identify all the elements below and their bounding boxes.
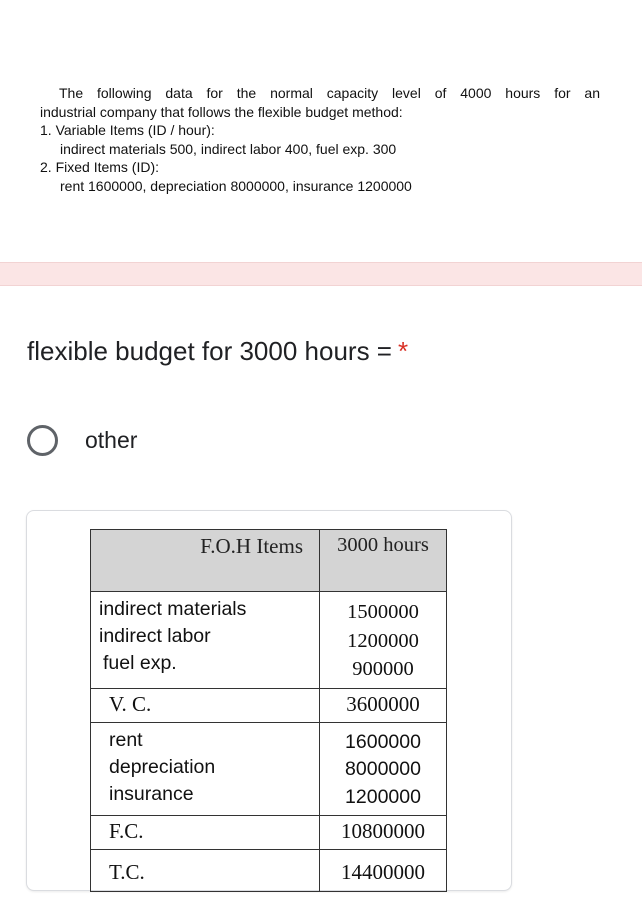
required-marker: * — [397, 336, 409, 366]
value-depreciation: 8000000 — [345, 758, 421, 780]
header-hours: 3000 hours — [320, 530, 447, 592]
table-row-variable-items — [91, 592, 447, 689]
radio-button-icon[interactable] — [27, 425, 58, 456]
header-items: F.O.H Items — [91, 530, 320, 592]
problem-item2-title: 2. Fixed Items (ID): — [40, 159, 160, 175]
problem-statement — [40, 84, 600, 195]
foh-table-image — [90, 529, 447, 892]
problem-item1-detail: indirect materials 500, indirect labor 400, fuel exp. 300 — [60, 140, 397, 157]
fixed-item-values — [320, 722, 447, 816]
fc-label: F.C. — [91, 816, 320, 850]
question-text: flexible budget for 3000 hours = — [27, 336, 392, 366]
question-title — [27, 336, 408, 367]
variable-item-names — [91, 592, 320, 689]
value-indirect-materials: 1500000 — [347, 601, 419, 623]
problem-intro-line1: The following data for the normal capacity level of 4000 hours for an — [59, 85, 600, 101]
tc-label: T.C. — [91, 850, 320, 892]
table-header-row — [91, 530, 447, 592]
value-fuel-exp: 900000 — [352, 658, 414, 680]
table-row-vc — [91, 688, 447, 722]
table-row-fixed-items — [91, 722, 447, 816]
item-insurance: insurance — [109, 782, 194, 805]
tc-value: 14400000 — [320, 850, 447, 892]
item-indirect-materials: indirect materials — [99, 598, 247, 620]
table-row-tc — [91, 850, 447, 892]
fc-value: 10800000 — [320, 816, 447, 850]
item-fuel-exp: fuel exp. — [103, 652, 177, 674]
value-indirect-labor: 1200000 — [347, 629, 419, 652]
problem-item2-detail: rent 1600000, depreciation 8000000, insurance 1200000 — [60, 177, 412, 194]
option-label: other — [85, 426, 138, 453]
fixed-item-names — [91, 722, 320, 816]
variable-item-values — [320, 592, 447, 689]
item-rent: rent — [109, 728, 143, 751]
section-divider-band — [0, 262, 642, 286]
problem-intro-line2: industrial company that follows the flexible budget method: — [40, 103, 403, 120]
option-other[interactable] — [27, 423, 137, 457]
vc-value: 3600000 — [320, 688, 447, 722]
table-row-fc — [91, 816, 447, 850]
item-indirect-labor: indirect labor — [99, 625, 211, 647]
value-rent: 1600000 — [345, 730, 421, 753]
item-depreciation: depreciation — [109, 755, 216, 778]
problem-item1-title: 1. Variable Items (ID / hour): — [40, 122, 215, 138]
value-insurance: 1200000 — [345, 785, 421, 808]
vc-label: V. C. — [91, 688, 320, 722]
